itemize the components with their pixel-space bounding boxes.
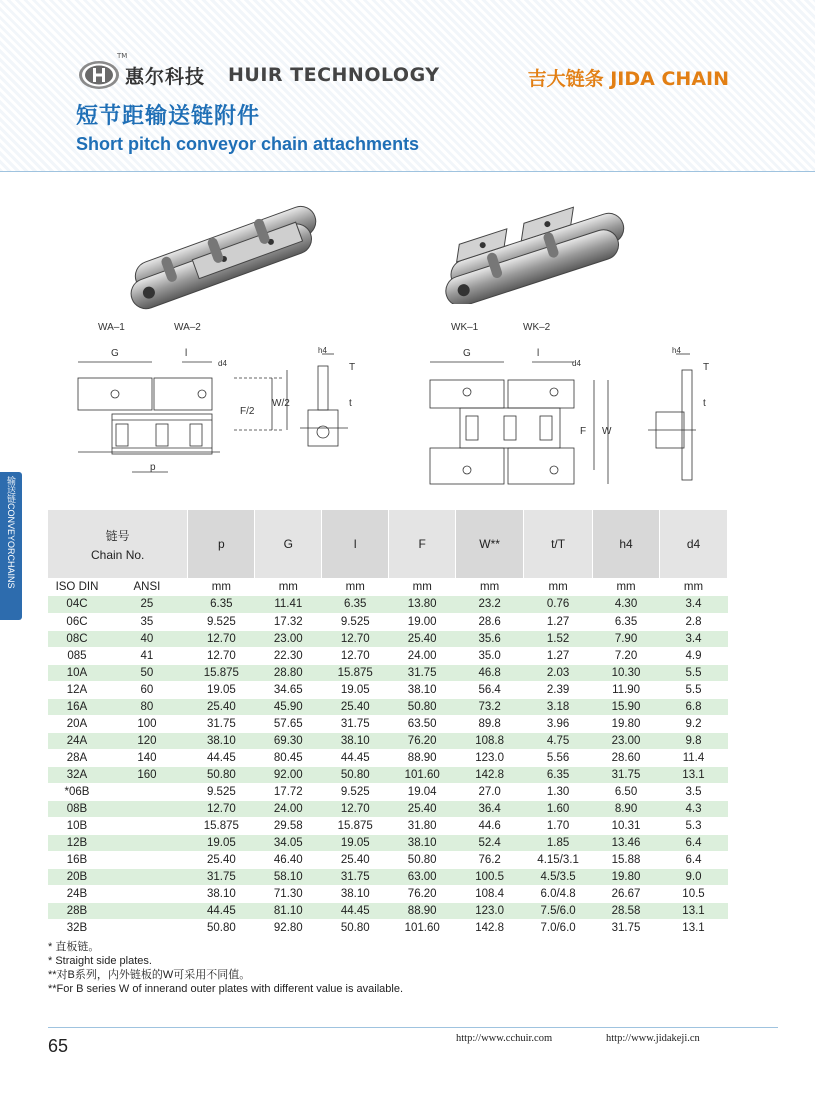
table-cell: 25.40 [188,698,255,715]
table-cell: 58.10 [255,868,322,885]
table-cell: 9.525 [322,613,389,630]
subheader-cell: mm [593,578,660,596]
table-cell: 80 [106,698,188,715]
table-cell: 31.75 [188,715,255,732]
dim-left-w2: W/2 [272,398,290,409]
table-cell: 08C [48,630,106,647]
table-cell: 120 [106,732,188,749]
table-cell: 4.9 [660,647,728,664]
page-title-en: Short pitch conveyor chain attachments [76,134,420,154]
table-cell: 4.3 [660,800,728,817]
table-cell: 10.30 [593,664,660,681]
table-cell: 1.27 [524,613,593,630]
table-cell: 11.90 [593,681,660,698]
table-cell: 7.20 [593,647,660,664]
table-cell: 40 [106,630,188,647]
table-cell: 08B [48,800,106,817]
label-wa2: WA–2 [174,322,201,333]
table-cell: 12.70 [188,647,255,664]
table-cell: 19.05 [188,834,255,851]
table-body [48,596,728,936]
table-cell: 11.41 [255,596,322,613]
table-cell: 28.6 [456,613,524,630]
header-col: t/T [524,510,593,578]
table-cell: 1.30 [524,783,593,800]
table-cell: 38.10 [188,885,255,902]
table-cell: 4.30 [593,596,660,613]
table-cell [106,919,188,936]
table-cell: 6.35 [524,766,593,783]
table-cell: 5.3 [660,817,728,834]
table-cell: 101.60 [389,766,456,783]
table-row [48,647,728,664]
table-cell: 76.2 [456,851,524,868]
table-cell: 101.60 [389,919,456,936]
table-cell: 25.40 [188,851,255,868]
table-cell: 4.75 [524,732,593,749]
label-wk1: WK–1 [451,322,479,333]
table-subheader-row [48,578,728,596]
website-link-cchuir[interactable]: http://www.cchuir.com [456,1033,553,1044]
table-cell: 123.0 [456,902,524,919]
subheader-cell: mm [255,578,322,596]
header-divider [0,171,815,172]
table-cell: 38.10 [389,681,456,698]
table-cell: 5.5 [660,664,728,681]
table-cell: 89.8 [456,715,524,732]
wa-chain-photo [112,196,328,312]
footer-divider [48,1027,778,1028]
table-cell: 10A [48,664,106,681]
table-cell: 63.00 [389,868,456,885]
label-wa1: WA–1 [98,322,125,333]
table-cell: 32A [48,766,106,783]
table-cell: 50.80 [188,919,255,936]
table-cell: 13.1 [660,902,728,919]
table-cell: 19.80 [593,715,660,732]
table-cell: 57.65 [255,715,322,732]
table-cell: 25.40 [389,630,456,647]
table-cell: 76.20 [389,732,456,749]
table-cell: 0.76 [524,596,593,613]
table-cell: 16B [48,851,106,868]
table-cell: 31.75 [322,715,389,732]
table-cell: 1.52 [524,630,593,647]
dim-right-l: l [537,348,540,359]
table-row [48,868,728,885]
table-cell: 26.67 [593,885,660,902]
table-cell: 31.75 [389,664,456,681]
table-cell: 24.00 [255,800,322,817]
table-cell: 19.05 [322,834,389,851]
dim-left-d4: d4 [218,359,227,368]
table-cell: 12.70 [322,630,389,647]
table-cell: 38.10 [389,834,456,851]
table-cell: 25.40 [322,851,389,868]
table-cell: 9.0 [660,868,728,885]
dim-left-g: G [111,348,119,359]
brand-name-cn: 惠尔科技 [125,66,206,88]
table-cell: 19.80 [593,868,660,885]
wk-technical-drawing [420,340,720,490]
table-cell: 15.90 [593,698,660,715]
table-cell: 15.88 [593,851,660,868]
table-cell: 41 [106,647,188,664]
table-cell: 60 [106,681,188,698]
table-cell: 19.05 [322,681,389,698]
footnote: * 直板链。 [48,941,100,953]
table-cell: 108.8 [456,732,524,749]
table-row [48,596,728,613]
table-cell: 9.525 [188,613,255,630]
table-row [48,817,728,834]
table-cell: 56.4 [456,681,524,698]
table-cell: 31.80 [389,817,456,834]
table-row [48,732,728,749]
table-cell: 34.05 [255,834,322,851]
table-cell: 160 [106,766,188,783]
dim-right-g: G [463,348,471,359]
table-cell: 12.70 [322,647,389,664]
table-cell: 13.1 [660,766,728,783]
table-cell: 2.8 [660,613,728,630]
table-cell: 12.70 [322,800,389,817]
table-cell: 142.8 [456,766,524,783]
table-cell [106,868,188,885]
table-cell: 9.525 [188,783,255,800]
table-cell: 12.70 [188,630,255,647]
table-cell: 50.80 [322,919,389,936]
table-cell [106,902,188,919]
table-cell: 1.60 [524,800,593,817]
table-cell [106,885,188,902]
table-cell: 88.90 [389,902,456,919]
table-cell [106,800,188,817]
table-cell: 6.35 [188,596,255,613]
website-link-jidakeji[interactable]: http://www.jidakeji.cn [606,1033,700,1044]
table-cell: 12.70 [188,800,255,817]
table-cell: 38.10 [188,732,255,749]
table-row [48,698,728,715]
table-row [48,885,728,902]
table-cell: 6.50 [593,783,660,800]
table-cell: 12A [48,681,106,698]
table-cell: 06C [48,613,106,630]
table-cell: 24B [48,885,106,902]
table-cell: 10B [48,817,106,834]
table-cell: 44.45 [322,749,389,766]
table-cell: 3.96 [524,715,593,732]
table-cell: 44.45 [188,749,255,766]
subheader-cell: mm [188,578,255,596]
table-cell: 10.31 [593,817,660,834]
table-cell: 6.35 [593,613,660,630]
table-cell: 31.75 [322,868,389,885]
table-row [48,834,728,851]
table-cell: 15.875 [322,664,389,681]
table-row [48,851,728,868]
subheader-cell: mm [389,578,456,596]
subheader-cell: mm [524,578,593,596]
table-cell: 15.875 [188,817,255,834]
table-cell: 19.05 [188,681,255,698]
table-cell: 23.00 [593,732,660,749]
table-cell: 4.15/3.1 [524,851,593,868]
table-cell: 45.90 [255,698,322,715]
dim-left-h4: h4 [318,346,327,355]
table-row [48,613,728,630]
table-cell [106,783,188,800]
table-cell: 46.40 [255,851,322,868]
table-cell: 17.72 [255,783,322,800]
table-cell: 69.30 [255,732,322,749]
table-row [48,749,728,766]
table-cell: 085 [48,647,106,664]
table-cell [106,834,188,851]
spec-table [48,510,728,937]
table-cell: 24.00 [389,647,456,664]
table-cell: 50 [106,664,188,681]
jida-chain-brand: 吉大链条 JIDA CHAIN [527,68,729,90]
table-cell: 20B [48,868,106,885]
table-cell: 24A [48,732,106,749]
header-col: W** [456,510,524,578]
table-row [48,766,728,783]
subheader-cell: ISO DIN [48,578,106,596]
table-cell: 52.4 [456,834,524,851]
dim-right-f: F [580,426,587,437]
table-row [48,715,728,732]
table-cell: 36.4 [456,800,524,817]
footnote: * Straight side plates. [48,955,152,967]
table-cell: 13.46 [593,834,660,851]
table-cell: 35.0 [456,647,524,664]
dim-left-p: p [150,462,156,473]
brand-name-en: HUIR TECHNOLOGY [228,64,440,86]
table-cell: 1.85 [524,834,593,851]
table-cell [106,817,188,834]
table-cell: 28.80 [255,664,322,681]
table-row [48,783,728,800]
table-cell: 1.70 [524,817,593,834]
table-row [48,664,728,681]
table-row [48,630,728,647]
table-cell: 6.4 [660,851,728,868]
side-section-label: 输送链CONVEYORCHAINS [6,476,16,589]
table-cell: 44.45 [322,902,389,919]
dim-left-l: l [185,348,188,359]
table-cell: 13.80 [389,596,456,613]
wk-chain-photo [426,192,638,304]
table-cell: 63.50 [389,715,456,732]
header-chain-no [48,510,188,578]
footnotes [48,940,403,996]
table-cell: 7.90 [593,630,660,647]
label-wk2: WK–2 [523,322,551,333]
table-cell: 50.80 [322,766,389,783]
table-cell: 23.00 [255,630,322,647]
table-cell: 32B [48,919,106,936]
table-cell: 9.525 [322,783,389,800]
table-cell: 16A [48,698,106,715]
table-cell: 15.875 [188,664,255,681]
table-cell: 22.30 [255,647,322,664]
table-cell: 9.8 [660,732,728,749]
table-cell: 3.4 [660,630,728,647]
table-cell: 20A [48,715,106,732]
table-cell: 31.75 [188,868,255,885]
table-cell: 50.80 [188,766,255,783]
table-cell: 28.60 [593,749,660,766]
table-cell: 35 [106,613,188,630]
table-cell: *06B [48,783,106,800]
table-cell: 13.1 [660,919,728,936]
table-cell: 81.10 [255,902,322,919]
table-cell: 4.5/3.5 [524,868,593,885]
table-cell: 80.45 [255,749,322,766]
table-cell: 25.40 [322,698,389,715]
trademark-mark: TM [117,52,128,60]
table-cell: 100 [106,715,188,732]
table-cell: 88.90 [389,749,456,766]
table-cell: 12B [48,834,106,851]
subheader-cell: mm [456,578,524,596]
table-cell: 6.8 [660,698,728,715]
table-cell: 34.65 [255,681,322,698]
table-cell: 92.00 [255,766,322,783]
table-cell: 19.00 [389,613,456,630]
subheader-cell: mm [660,578,728,596]
table-row [48,681,728,698]
dim-right-d4: d4 [572,359,581,368]
header-col: l [322,510,389,578]
table-cell: 38.10 [322,732,389,749]
table-cell: 35.6 [456,630,524,647]
table-cell: 23.2 [456,596,524,613]
subheader-cell: ANSI [106,578,188,596]
table-cell: 10.5 [660,885,728,902]
table-cell: 108.4 [456,885,524,902]
subheader-cell: mm [322,578,389,596]
dim-right-h4: h4 [672,346,681,355]
table-cell: 04C [48,596,106,613]
table-cell: 123.0 [456,749,524,766]
table-cell: 3.4 [660,596,728,613]
table-cell: 73.2 [456,698,524,715]
page-number: 65 [48,1036,69,1056]
table-cell: 6.35 [322,596,389,613]
table-cell: 140 [106,749,188,766]
table-cell: 7.5/6.0 [524,902,593,919]
table-cell: 1.27 [524,647,593,664]
header-chain-cn: 链号 [105,528,130,543]
header-chain-en: Chain No. [91,547,145,562]
table-cell: 31.75 [593,766,660,783]
table-cell: 50.80 [389,698,456,715]
table-cell: 50.80 [389,851,456,868]
footnote: **For B series W of innerand outer plates with different value is available. [48,983,404,995]
table-cell: 5.56 [524,749,593,766]
table-cell: 38.10 [322,885,389,902]
table-cell: 100.5 [456,868,524,885]
table-cell: 92.80 [255,919,322,936]
table-cell: 6.4 [660,834,728,851]
table-cell: 71.30 [255,885,322,902]
table-cell: 46.8 [456,664,524,681]
table-cell: 2.03 [524,664,593,681]
table-header-row [48,510,728,578]
table-cell: 142.8 [456,919,524,936]
table-row [48,902,728,919]
table-cell: 3.5 [660,783,728,800]
footnote: **对B系列，内外链板的W可采用不同值。 [48,969,251,981]
table-cell: 17.32 [255,613,322,630]
dim-right-w: W [602,426,612,437]
table-cell: 5.5 [660,681,728,698]
dim-left-f2: F/2 [240,406,255,417]
header-col: d4 [660,510,728,578]
table-cell: 2.39 [524,681,593,698]
table-cell: 29.58 [255,817,322,834]
dim-right-t-lower: t [703,398,706,409]
table-cell: 9.2 [660,715,728,732]
table-cell: 44.45 [188,902,255,919]
dim-left-t-lower: t [349,398,352,409]
header-col: G [255,510,322,578]
table-cell: 76.20 [389,885,456,902]
table-cell: 28B [48,902,106,919]
table-cell: 28A [48,749,106,766]
table-cell: 11.4 [660,749,728,766]
header-col: h4 [593,510,660,578]
table-cell: 3.18 [524,698,593,715]
header-col: F [389,510,456,578]
dim-left-t-upper: T [349,362,356,373]
table-cell [106,851,188,868]
table-cell: 44.6 [456,817,524,834]
table-row [48,919,728,936]
table-cell: 8.90 [593,800,660,817]
dim-right-t-upper: T [703,362,710,373]
table-cell: 19.04 [389,783,456,800]
table-cell: 27.0 [456,783,524,800]
page-title-cn: 短节距输送链附件 [76,104,261,129]
table-cell: 28.58 [593,902,660,919]
table-cell: 25.40 [389,800,456,817]
header-col: p [188,510,255,578]
table-row [48,800,728,817]
table-cell: 15.875 [322,817,389,834]
table-cell: 6.0/4.8 [524,885,593,902]
table-cell: 31.75 [593,919,660,936]
huir-logo-icon [78,60,120,90]
table-cell: 7.0/6.0 [524,919,593,936]
table-cell: 25 [106,596,188,613]
